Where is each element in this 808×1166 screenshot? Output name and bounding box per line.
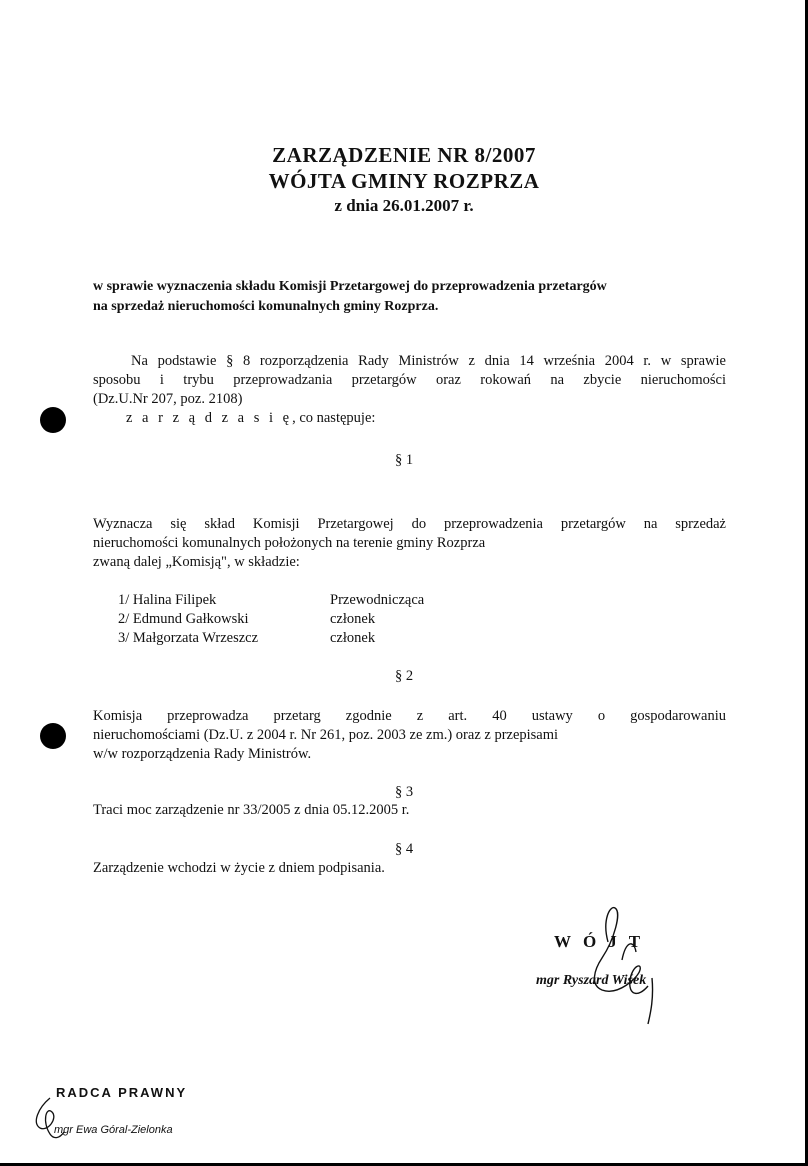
subject-line-2: na sprzedaż nieruchomości komunalnych gminy Rozprza. bbox=[93, 299, 439, 314]
member-role: Przewodnicząca bbox=[330, 592, 425, 608]
section-2-heading: § 2 bbox=[394, 668, 414, 684]
intro-line-4 bbox=[93, 409, 726, 428]
member-name: 3/ Małgorzata Wrzeszcz bbox=[118, 630, 259, 646]
section-2-line-2: nieruchomościami (Dz.U. z 2004 r. Nr 261, poz. 2003 ze zm.) oraz z przepisami bbox=[93, 727, 559, 743]
section-1-line-1: Wyznacza się skład Komisji Przetargowej do przeprowadzenia przetargów na sprzedaż bbox=[93, 516, 726, 532]
legal-advisor-stamp bbox=[28, 1078, 258, 1158]
decree-phrase-rest: , co następuje: bbox=[292, 410, 376, 426]
section-1-line-3: zwaną dalej „Komisją", w składzie: bbox=[93, 554, 300, 570]
legal-advisor-label: RADCA PRAWNY bbox=[56, 1085, 188, 1100]
section-1-line-2: nieruchomości komunalnych położonych na terenie gminy Rozprza bbox=[93, 535, 486, 551]
intro-line-2: sposobu i trybu przeprowadzania przetargów oraz rokowań na zbycie nieruchomości bbox=[93, 372, 726, 388]
punch-hole-bottom bbox=[40, 723, 66, 749]
section-3-heading: § 3 bbox=[394, 784, 414, 800]
member-name: 1/ Halina Filipek bbox=[118, 592, 217, 608]
punch-hole-top bbox=[40, 407, 66, 433]
document-issuer: WÓJTA GMINY ROZPRZA bbox=[268, 169, 540, 193]
member-role: członek bbox=[330, 630, 376, 646]
document-title: ZARZĄDZENIE NR 8/2007 bbox=[272, 143, 536, 167]
section-4-text bbox=[93, 859, 726, 878]
section-2-line-3: w/w rozporządzenia Rady Ministrów. bbox=[93, 746, 312, 762]
subject-line-1: w sprawie wyznaczenia składu Komisji Przetargowej do przeprowadzenia przetargów bbox=[93, 279, 607, 294]
mayor-signature-block bbox=[530, 900, 690, 1030]
document-subject bbox=[93, 277, 733, 317]
section-4-heading: § 4 bbox=[394, 841, 414, 857]
handwritten-signature bbox=[530, 900, 690, 1030]
signature-name: mgr Ryszard Wiśek bbox=[536, 973, 647, 988]
signature-office: WÓJT bbox=[554, 932, 653, 951]
legal-basis-paragraph bbox=[93, 352, 726, 428]
member-role: członek bbox=[330, 611, 376, 627]
list-item bbox=[118, 610, 424, 629]
section-2-line-1: Komisja przeprowadza przetarg zgodnie z art. 40 ustawy o gospodarowaniu bbox=[93, 708, 726, 724]
list-item bbox=[118, 629, 424, 648]
section-1-text bbox=[93, 515, 726, 572]
decree-phrase: z a r z ą d z a s i ę bbox=[126, 410, 293, 426]
section-1-heading: § 1 bbox=[394, 452, 414, 468]
list-item bbox=[118, 591, 424, 610]
section-3-text bbox=[93, 801, 726, 820]
legal-advisor-signature bbox=[28, 1078, 258, 1158]
intro-line-1: Na podstawie § 8 rozporządzenia Rady Ministrów z dnia 14 września 2004 r. w sprawie bbox=[131, 353, 726, 369]
legal-advisor-name: mgr Ewa Góral-Zielonka bbox=[54, 1124, 173, 1136]
section-2-text bbox=[93, 707, 726, 764]
section-4-line-1: Zarządzenie wchodzi w życie z dniem podpisania. bbox=[93, 860, 385, 876]
member-name: 2/ Edmund Gałkowski bbox=[118, 611, 249, 627]
intro-line-3: (Dz.U.Nr 207, poz. 2108) bbox=[93, 391, 243, 407]
commission-members-list bbox=[118, 591, 424, 648]
document-date: z dnia 26.01.2007 r. bbox=[334, 196, 474, 215]
section-3-line-1: Traci moc zarządzenie nr 33/2005 z dnia 05.12.2005 r. bbox=[93, 802, 410, 818]
